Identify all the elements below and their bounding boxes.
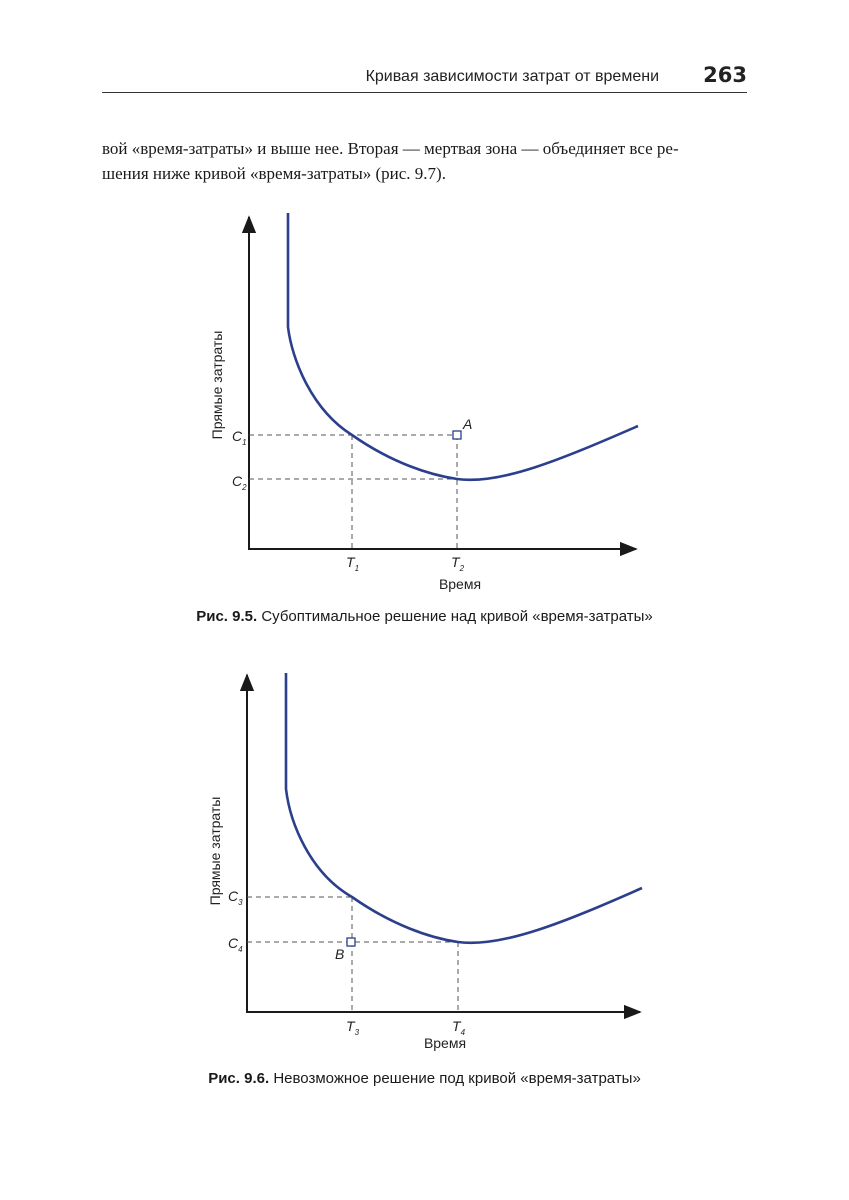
c3-label <box>228 888 243 907</box>
figure-caption-text: Невозможное решение под кривой «время-затраты» <box>273 1070 641 1087</box>
c3-subscript: 3 <box>238 898 243 907</box>
point-a-label: A <box>463 416 473 432</box>
y-axis-label: Прямые затраты <box>209 330 225 440</box>
c3-letter: C <box>228 888 239 904</box>
point-a-marker <box>453 431 461 439</box>
t3-subscript: 3 <box>354 1028 360 1037</box>
c2-subscript: 2 <box>242 483 247 492</box>
c2-letter: C <box>232 473 243 489</box>
c4-letter: C <box>228 935 239 951</box>
figure-number: Рис. 9.6. <box>208 1070 270 1087</box>
x-axis-label: Время <box>438 576 482 592</box>
t3-label <box>346 1018 360 1037</box>
t4-subscript: 4 <box>460 1028 466 1037</box>
running-header <box>102 62 747 93</box>
running-title: Кривая зависимости затрат от времени <box>365 68 659 85</box>
t2-label <box>451 554 465 573</box>
figure-9-5-chart <box>0 205 849 600</box>
figure-caption-text: Субоптимальное решение над кривой «время-затраты» <box>261 608 653 625</box>
t2-subscript: 2 <box>459 564 465 573</box>
t1-label <box>346 554 359 573</box>
page-number: 263 <box>703 63 747 87</box>
c2-label <box>232 473 247 492</box>
figure-9-5-caption <box>0 608 849 625</box>
figure-9-6-chart <box>0 665 849 1060</box>
body-line: шения ниже кривой «время-затраты» (рис. 9.7). <box>102 164 446 183</box>
time-cost-curve <box>286 673 642 943</box>
c4-subscript: 4 <box>238 945 243 954</box>
figure-9-6-caption <box>0 1070 849 1087</box>
c1-letter: C <box>232 428 243 444</box>
x-axis-label: Время <box>423 1035 467 1051</box>
t1-subscript: 1 <box>354 564 360 573</box>
body-line: вой «время-затраты» и выше нее. Вторая — мертвая зона — объединяет все ре- <box>102 139 679 158</box>
time-cost-curve <box>288 213 638 480</box>
c1-label <box>232 428 247 447</box>
figure-number: Рис. 9.5. <box>196 608 258 625</box>
y-axis-label: Прямые затраты <box>207 796 223 906</box>
t4-letter: T <box>452 1018 461 1034</box>
t3-letter: T <box>346 1018 355 1034</box>
c4-label <box>228 935 243 954</box>
point-b-marker <box>347 938 355 946</box>
c1-subscript: 1 <box>242 438 247 447</box>
body-text <box>102 136 747 186</box>
t2-letter: T <box>451 554 460 570</box>
t1-letter: T <box>346 554 355 570</box>
point-b-label: B <box>335 946 345 962</box>
